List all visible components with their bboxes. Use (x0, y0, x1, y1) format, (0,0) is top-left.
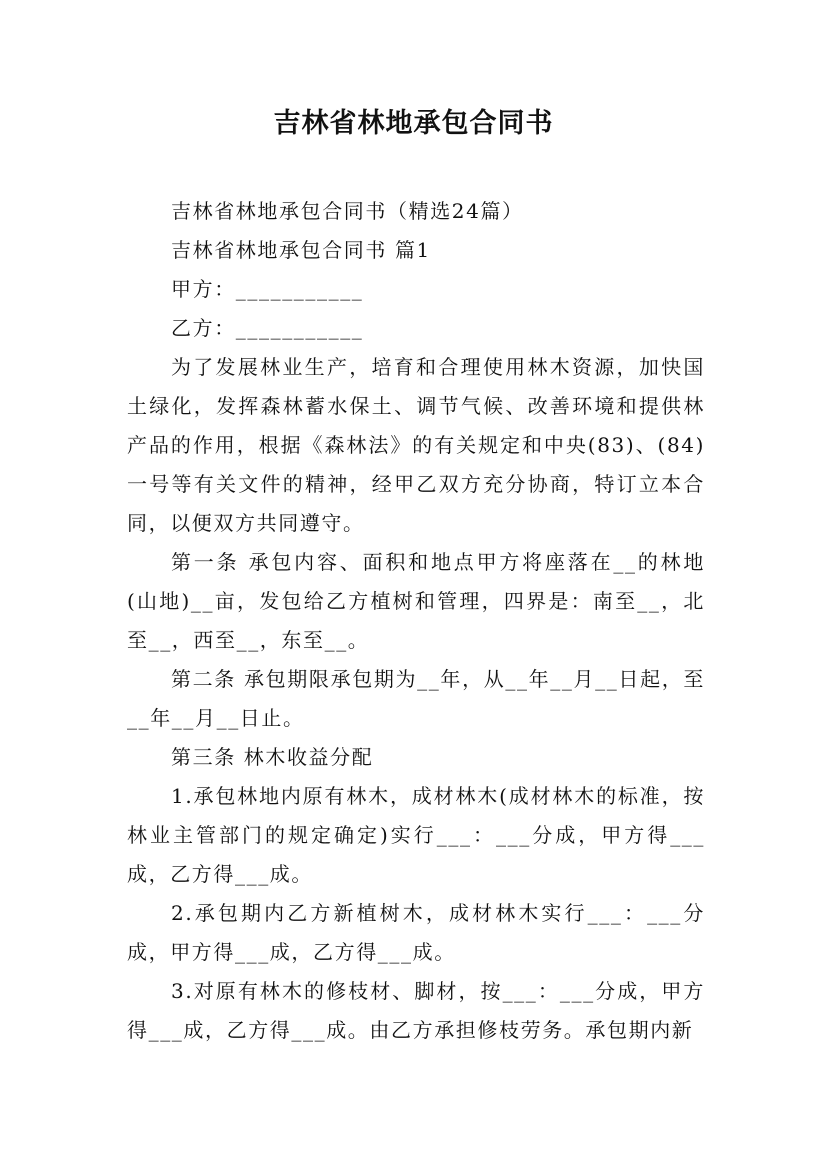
subtitle-paragraph: 吉林省林地承包合同书（精选24篇） (171, 199, 524, 223)
document-body (127, 192, 705, 1050)
party-a-line: 甲方：___________ (171, 277, 364, 301)
article-3-item-3: 3.对原有林木的修枝材、脚材，按___：___分成，甲方得___成，乙方得___成。由乙方承担修枝劳务。承包期内新 (127, 979, 705, 1042)
article-2-paragraph: 第二条 承包期限承包期为__年，从__年__月__日起，至__年__月__日止。 (127, 667, 705, 730)
section-heading: 吉林省林地承包合同书 篇1 (171, 238, 431, 262)
party-b-line: 乙方：___________ (171, 316, 364, 340)
article-1-paragraph: 第一条 承包内容、面积和地点甲方将座落在__的林地(山地)__亩，发包给乙方植树和管理，四界是：南至__，北至__，西至__，东至__。 (127, 550, 705, 652)
article-3-item-2: 2.承包期内乙方新植树木，成材林木实行___：___分成，甲方得___成，乙方得___成。 (127, 901, 705, 964)
document-title: 吉林省林地承包合同书 (273, 108, 554, 139)
preamble-paragraph: 为了发展林业生产，培育和合理使用林木资源，加快国土绿化，发挥森林蓄水保土、调节气候、改善环境和提供林产品的作用，根据《森林法》的有关规定和中央(83)、(84)一号等有关文件的精神，经甲乙双方充分协商，特订立本合同，以便双方共同遵守。 (127, 355, 705, 535)
article-3-heading: 第三条 林木收益分配 (171, 745, 374, 769)
article-3-item-1: 1.承包林地内原有林木，成材林木(成材林木的标准，按林业主管部门的规定确定)实行___：___分成，甲方得___成，乙方得___成。 (127, 784, 705, 886)
